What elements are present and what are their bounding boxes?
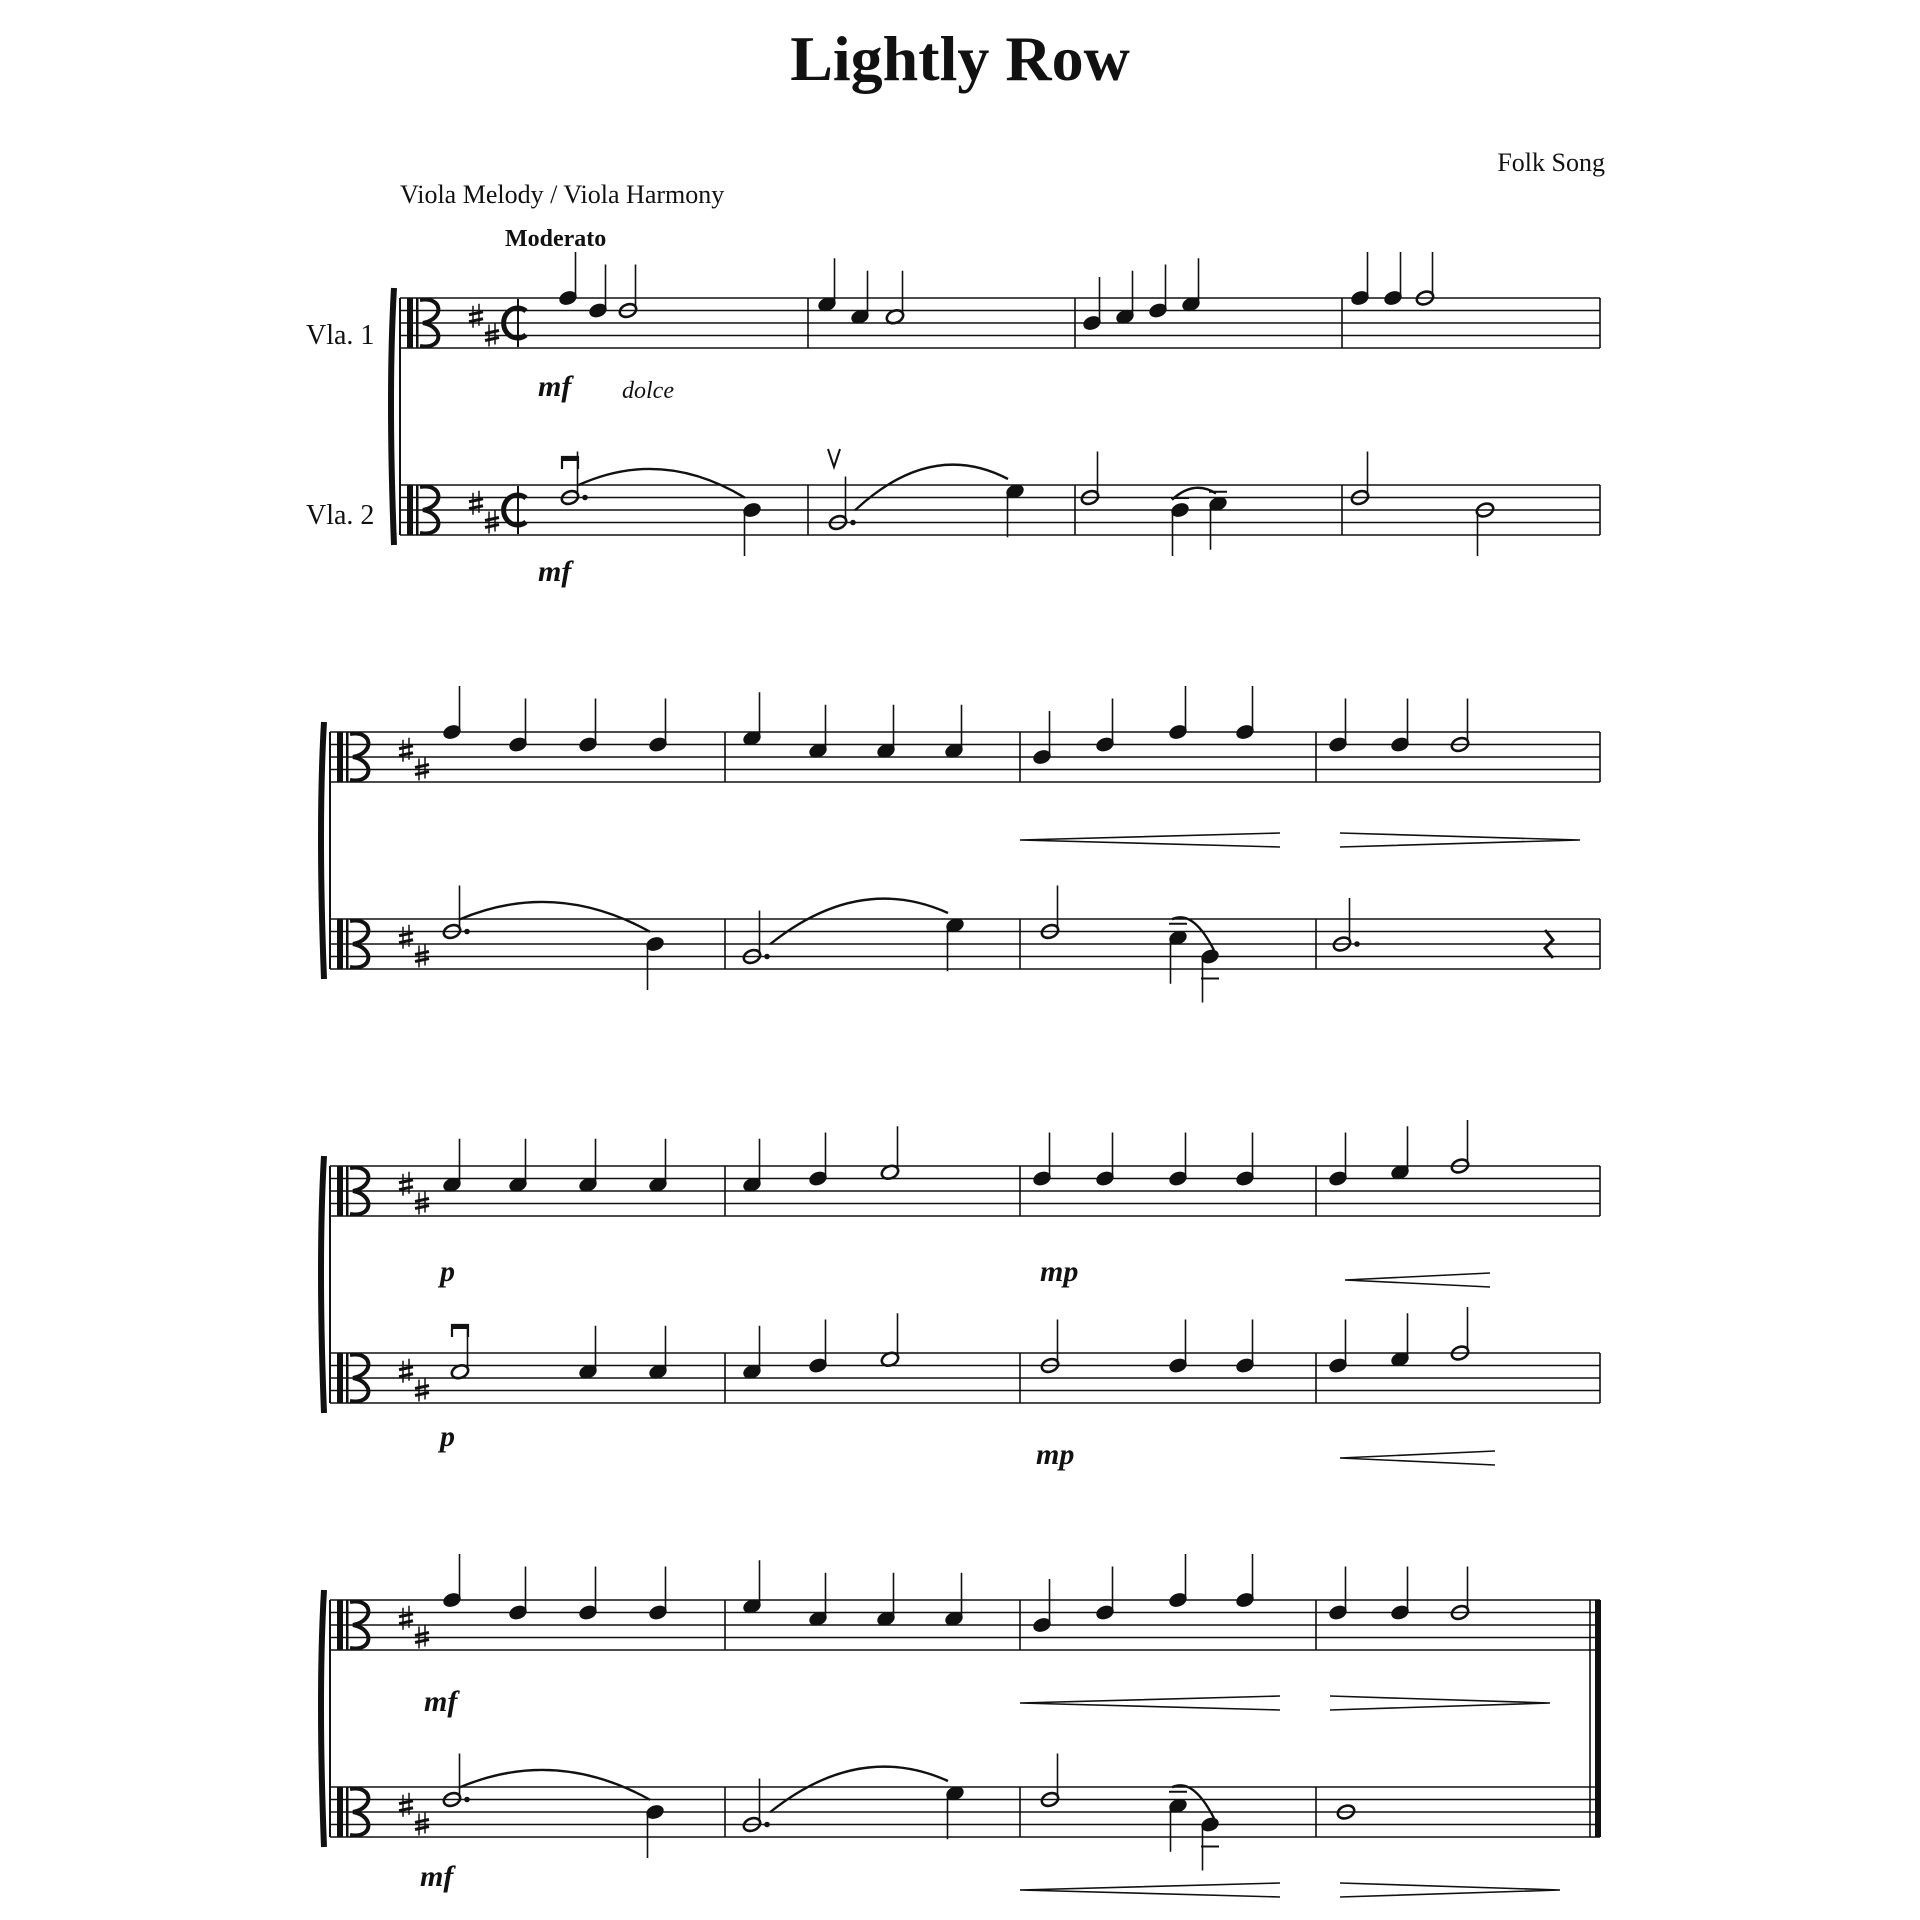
system-bracket xyxy=(321,1156,324,1413)
system-bracket xyxy=(321,1590,324,1847)
alto-clef-icon xyxy=(346,1787,349,1837)
slur xyxy=(770,1767,948,1813)
dynamic-marking: p xyxy=(440,1420,455,1453)
dynamic-marking: mf xyxy=(538,555,572,588)
sharp-icon xyxy=(415,1633,429,1636)
augmentation-dot xyxy=(464,1797,470,1803)
decrescendo-hairpin xyxy=(1340,1883,1560,1897)
dynamic-marking: mf xyxy=(420,1860,454,1893)
sharp-icon xyxy=(485,518,499,521)
alto-clef-icon xyxy=(337,919,343,969)
final-barline xyxy=(1595,1600,1601,1650)
alto-clef-icon xyxy=(337,1353,343,1403)
sharp-icon xyxy=(415,1820,429,1823)
alto-clef-icon xyxy=(416,298,419,348)
tempo-marking: Moderato xyxy=(505,226,607,252)
sharp-icon xyxy=(469,499,483,502)
sharp-icon xyxy=(399,746,413,749)
alto-clef-icon xyxy=(337,732,343,782)
sharp-icon xyxy=(399,1614,413,1617)
sharp-icon xyxy=(399,1801,413,1804)
instrumentation-label: Viola Melody / Viola Harmony xyxy=(400,180,725,209)
slur xyxy=(460,1770,650,1800)
part-label-viola-2: Vla. 2 xyxy=(306,500,375,531)
alto-clef-icon xyxy=(346,1166,349,1216)
expression-marking: dolce xyxy=(622,378,674,404)
sharp-icon xyxy=(415,952,429,955)
dynamic-marking: mp xyxy=(1040,1255,1079,1288)
sharp-icon xyxy=(415,1206,429,1209)
sharp-icon xyxy=(415,772,429,775)
dynamic-marking: p xyxy=(440,1255,455,1288)
sharp-icon xyxy=(399,1808,413,1811)
down-bow-icon xyxy=(452,1325,468,1329)
alto-clef-icon xyxy=(407,298,413,348)
sharp-icon xyxy=(415,765,429,768)
alto-clef-icon xyxy=(346,1600,349,1650)
sharp-icon xyxy=(415,959,429,962)
sharp-icon xyxy=(415,1393,429,1396)
sharp-icon xyxy=(399,1374,413,1377)
alto-clef-icon xyxy=(346,732,349,782)
sharp-icon xyxy=(415,1640,429,1643)
up-bow-icon xyxy=(828,449,840,467)
sharp-icon xyxy=(469,506,483,509)
decrescendo-hairpin xyxy=(1340,833,1580,847)
sharp-icon xyxy=(415,1827,429,1830)
part-label-viola-1: Vla. 1 xyxy=(306,320,375,351)
augmentation-dot xyxy=(764,1822,770,1828)
slur xyxy=(855,465,1008,511)
crescendo-hairpin xyxy=(1020,1696,1280,1710)
alto-clef-icon xyxy=(337,1600,343,1650)
augmentation-dot xyxy=(764,954,770,960)
down-bow-icon xyxy=(562,457,578,461)
crescendo-hairpin xyxy=(1020,1883,1280,1897)
alto-clef-icon xyxy=(337,1787,343,1837)
sharp-icon xyxy=(415,1199,429,1202)
sharp-icon xyxy=(399,1367,413,1370)
sharp-icon xyxy=(469,312,483,315)
final-barline xyxy=(1595,1650,1601,1787)
alto-clef-icon xyxy=(407,485,413,535)
augmentation-dot xyxy=(1354,941,1360,947)
piece-title: Lightly Row xyxy=(790,23,1130,94)
system-bracket xyxy=(321,722,324,979)
augmentation-dot xyxy=(464,929,470,935)
sharp-icon xyxy=(399,1180,413,1183)
sharp-icon xyxy=(399,1187,413,1190)
augmentation-dot xyxy=(850,520,856,526)
sharp-icon xyxy=(485,525,499,528)
alto-clef-icon xyxy=(346,1353,349,1403)
sharp-icon xyxy=(415,1386,429,1389)
dynamic-marking: mp xyxy=(1036,1438,1075,1471)
alto-clef-icon xyxy=(416,485,419,535)
sharp-icon xyxy=(485,331,499,334)
alto-clef-icon xyxy=(337,1166,343,1216)
slur xyxy=(578,469,745,498)
dynamic-marking: mf xyxy=(424,1685,458,1718)
slur xyxy=(460,902,650,932)
crescendo-hairpin xyxy=(1020,833,1280,847)
sharp-icon xyxy=(399,1621,413,1624)
sharp-icon xyxy=(469,319,483,322)
crescendo-hairpin xyxy=(1345,1273,1490,1287)
sharp-icon xyxy=(399,753,413,756)
sharp-icon xyxy=(399,933,413,936)
sharp-icon xyxy=(399,940,413,943)
system-bracket xyxy=(391,288,394,545)
decrescendo-hairpin xyxy=(1330,1696,1550,1710)
augmentation-dot xyxy=(582,495,588,501)
final-barline xyxy=(1595,1787,1601,1837)
crescendo-hairpin xyxy=(1340,1451,1495,1465)
composer-credit: Folk Song xyxy=(1497,148,1605,177)
sharp-icon xyxy=(485,338,499,341)
alto-clef-icon xyxy=(346,919,349,969)
slur xyxy=(770,899,948,945)
dynamic-marking: mf xyxy=(538,370,572,403)
